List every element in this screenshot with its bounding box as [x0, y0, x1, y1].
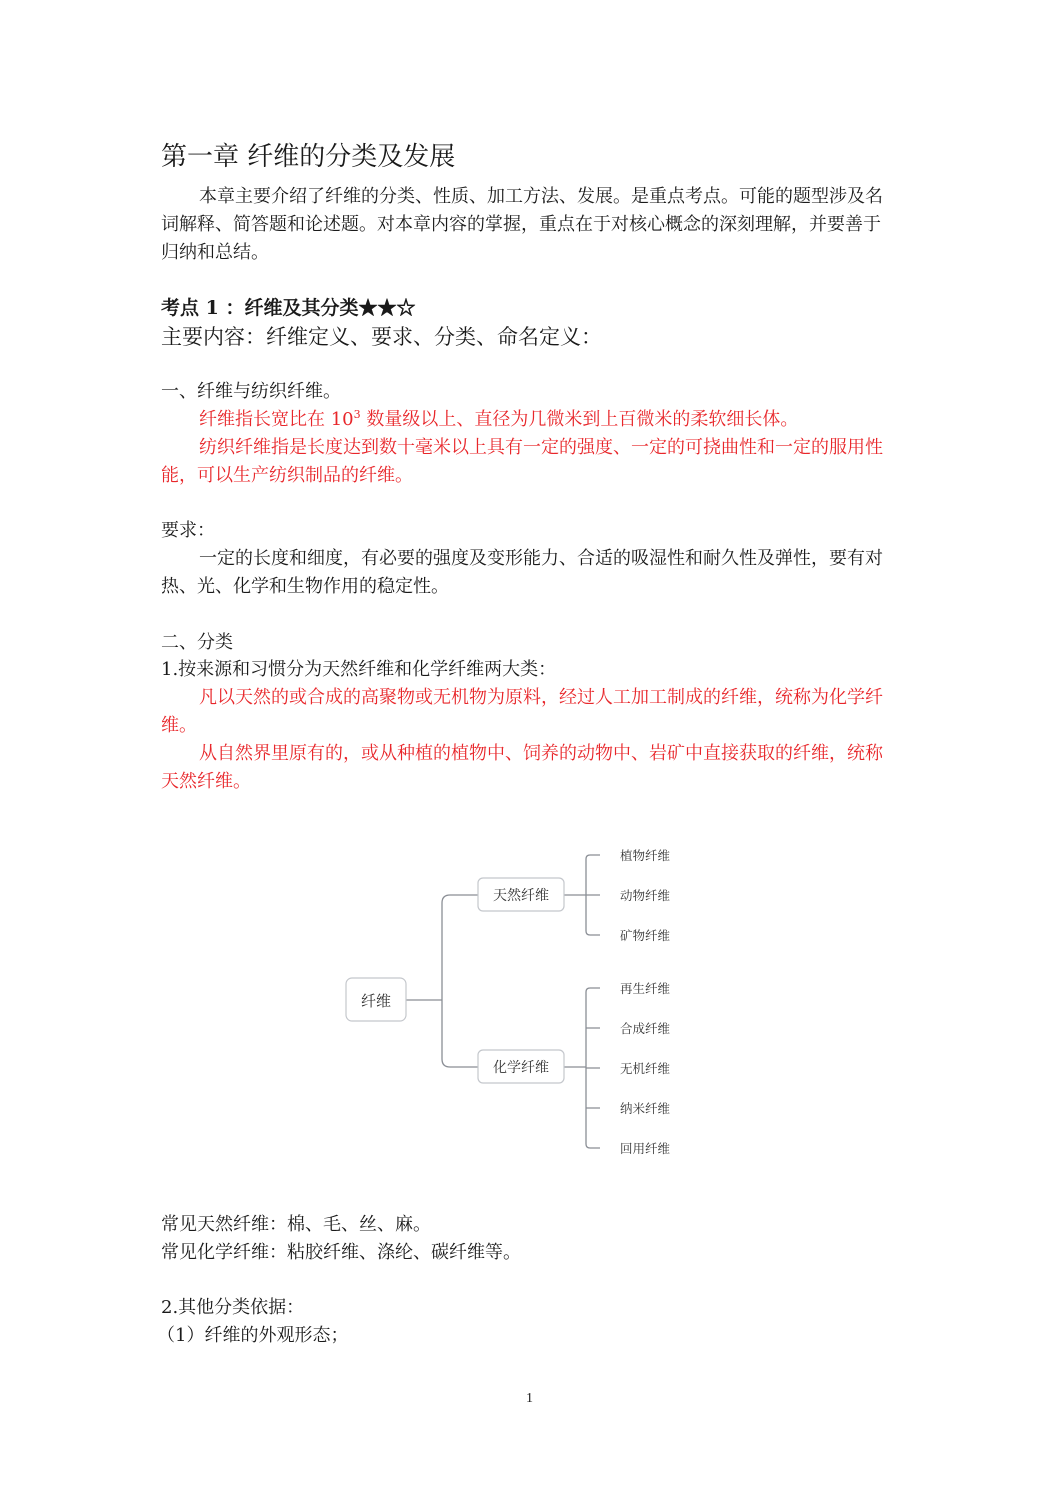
natural-definition-line-1: 从自然界里原有的，或从种植的植物中、饲养的动物中、岩矿中直接获取的纤维，统称	[199, 743, 883, 764]
requirements-line-1: 一定的长度和细度，有必要的强度及变形能力、合适的吸湿性和耐久性及弹性，要有对	[199, 548, 883, 569]
natural-node-label: 天然纤维	[493, 888, 549, 904]
fiber-definition	[161, 406, 939, 434]
root-branch-line	[442, 895, 478, 1067]
natural-branch	[586, 855, 600, 935]
leaf-nano-fiber: 纳米纤维	[620, 1101, 671, 1116]
leaf-inorganic-fiber: 无机纤维	[620, 1061, 671, 1076]
fiber-classification-diagram	[330, 835, 710, 1175]
kaodian-heading: 考点 1 ：纤维及其分类★★☆	[161, 297, 416, 319]
root-node-label: 纤维	[360, 992, 392, 1010]
page-number: 1	[526, 1391, 533, 1406]
other-item-1: （1）纤维的外观形态；	[157, 1325, 349, 1346]
natural-definition-line-2: 天然纤维。	[161, 771, 251, 792]
section1-heading: 一、纤维与纺织纤维。	[161, 381, 341, 402]
intro-line-2: 词解释、简答题和论述题。对本章内容的掌握，重点在于对核心概念的深刻理解，并要善于	[161, 214, 881, 235]
fiber-definition-sup: 3	[353, 408, 361, 421]
textile-definition-line-2: 能，可以生产纺织制品的纤维。	[161, 465, 413, 486]
fiber-definition-post: 数量级以上、直径为几微米到上百微米的柔软细长体。	[360, 409, 799, 430]
textile-definition-line-1: 纺织纤维指是长度达到数十毫米以上具有一定的强度、一定的可挠曲性和一定的服用性	[199, 437, 883, 458]
leaf-mineral-fiber: 矿物纤维	[620, 928, 671, 943]
requirements-line-2: 热、光、化学和生物作用的稳定性。	[161, 576, 449, 597]
leaf-animal-fiber: 动物纤维	[620, 888, 671, 903]
chemical-definition-line-2: 维。	[161, 715, 197, 736]
chemical-definition-line-1: 凡以天然的或合成的高聚物或无机物为原料，经过人工加工制成的纤维，统称为化学纤	[199, 687, 883, 708]
intro-line-3: 归纳和总结。	[161, 242, 269, 263]
leaf-regenerated-fiber: 再生纤维	[620, 981, 671, 996]
leaf-recycled-fiber: 回用纤维	[620, 1141, 671, 1156]
chemical-branch	[586, 988, 600, 1148]
common-natural: 常见天然纤维：棉、毛、丝、麻。	[161, 1214, 431, 1235]
section2-heading: 二、分类	[161, 632, 233, 653]
chemical-node-label: 化学纤维	[493, 1060, 549, 1076]
leaf-plant-fiber: 植物纤维	[620, 848, 671, 863]
common-chemical: 常见化学纤维：粘胶纤维、涤纶、碳纤维等。	[161, 1242, 521, 1263]
other-heading: 2.其他分类依据：	[161, 1297, 305, 1318]
section2-sub1: 1.按来源和习惯分为天然纤维和化学纤维两大类：	[161, 659, 557, 680]
fiber-definition-pre: 纤维指长宽比在 10	[199, 409, 354, 430]
intro-line-1: 本章主要介绍了纤维的分类、性质、加工方法、发展。是重点考点。可能的题型涉及名	[199, 186, 883, 207]
requirements-heading: 要求：	[161, 520, 215, 541]
leaf-synthetic-fiber: 合成纤维	[620, 1021, 671, 1036]
chapter-title: 第一章 纤维的分类及发展	[161, 142, 456, 172]
main-content-line: 主要内容：纤维定义、要求、分类、命名定义：	[161, 325, 602, 349]
